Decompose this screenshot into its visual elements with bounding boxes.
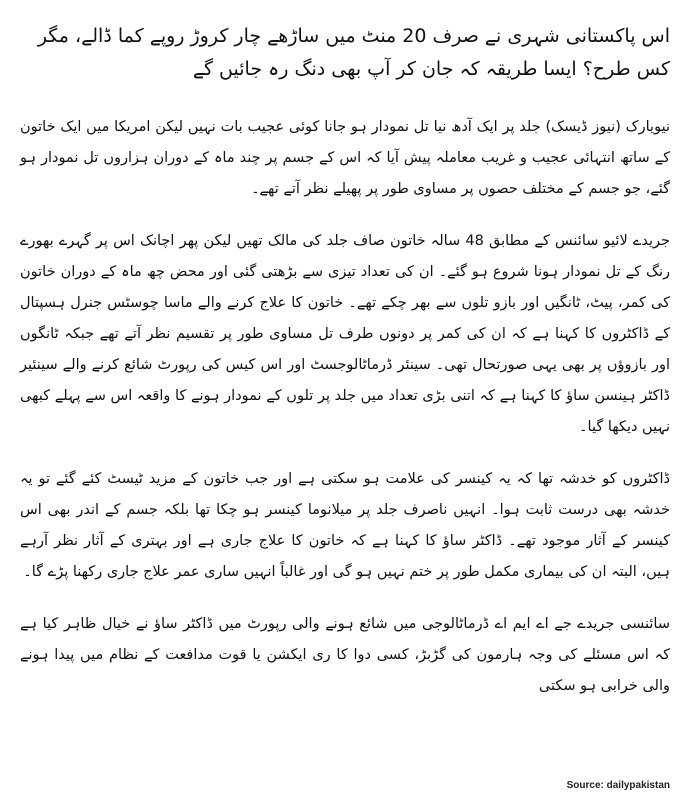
article-paragraph-2: جریدے لائیو سائنس کے مطابق 48 سالہ خاتون صاف جلد کی مالک تھیں لیکن پھر اچانک اس پر گہرے بھورے رنگ کے تل نمودار ہونا شروع ہو گئے۔ ان کی تعداد تیزی سے بڑھتی گئی اور محض چھ ماہ کے دوران خاتون کی کمر، پیٹ، ٹانگیں اور بازو تلوں سے بھر چکے تھے۔ خاتون کا علاج کرنے والے ماسا چوسٹس جنرل ہسپتال کے ڈاکٹروں کا کہنا ہے کہ ان کی کمر پر دونوں طرف تل مساوی طور پر تقسیم نظر آتے تھے جبکہ ٹانگوں اور بازوؤں پر بھی یہی صورتحال تھی۔ سینئر ڈرماٹالوجسٹ اور اس کیس کی رپورٹ شائع کرنے والے سینئیر ڈاکٹر ہینسن ساؤ کا کہنا ہے کہ اتنی بڑی تعداد میں جلد پر تلوں کے نمودار ہونے کا واقعہ اس سے پہلے کبھی نہیں دیکھا گیا۔ (20, 233, 670, 435)
article (20, 20, 670, 723)
article-headline: اس پاکستانی شہری نے صرف 20 منٹ میں ساڑھے چار کروڑ روپے کما ڈالے، مگر کس طرح؟ ایسا طریقہ کہ جان کر آپ بھی دنگ رہ جائیں گے (37, 25, 670, 80)
article-paragraph-3: ڈاکٹروں کو خدشہ تھا کہ یہ کینسر کی علامت ہو سکتی ہے اور جب خاتون کے مزید ٹیسٹ کئے گئے تو یہ خدشہ بھی درست ثابت ہوا۔ انہیں ناصرف جلد پر میلانوما کینسر ہو چکا تھا بلکہ جسم کے اندر بھی اس کینسر کے آثار موجود تھے۔ ڈاکٹر ساؤ کا کہنا ہے کہ خاتون کا علاج جاری ہے اور بہتری کے آثار نظر آرہے ہیں، البتہ ان کی بیماری مکمل طور پر ختم نہیں ہو گی اور غالباً انہیں ساری عمر علاج جاری رکھنا پڑے گا۔ (20, 471, 670, 580)
source-credit: Source: dailypakistan (566, 780, 670, 791)
article-paragraph-4: سائنسی جریدے جے اے ایم اے ڈرماٹالوجی میں شائع ہونے والی رپورٹ میں ڈاکٹر ساؤ نے خیال ظاہر کیا ہے کہ اس مسئلے کی وجہ ہارمون کی گڑبڑ، کسی دوا کا ری ایکشن یا قوت مدافعت کے نظام میں پیدا ہونے والی خرابی ہو سکتی (20, 616, 670, 694)
article-paragraph-1: نیویارک (نیوز ڈیسک) جلد پر ایک آدھ نیا تل نمودار ہو جانا کوئی عجیب بات نہیں لیکن امریکا میں ایک خاتون کے ساتھ انتہائی عجیب و غریب معاملہ پیش آیا کہ اس کے جسم پر چند ماہ کے دوران ہزاروں تل نمودار ہو گئے، جو جسم کے مختلف حصوں پر مساوی طور پر پھیلے نظر آتے تھے۔ (20, 119, 670, 197)
